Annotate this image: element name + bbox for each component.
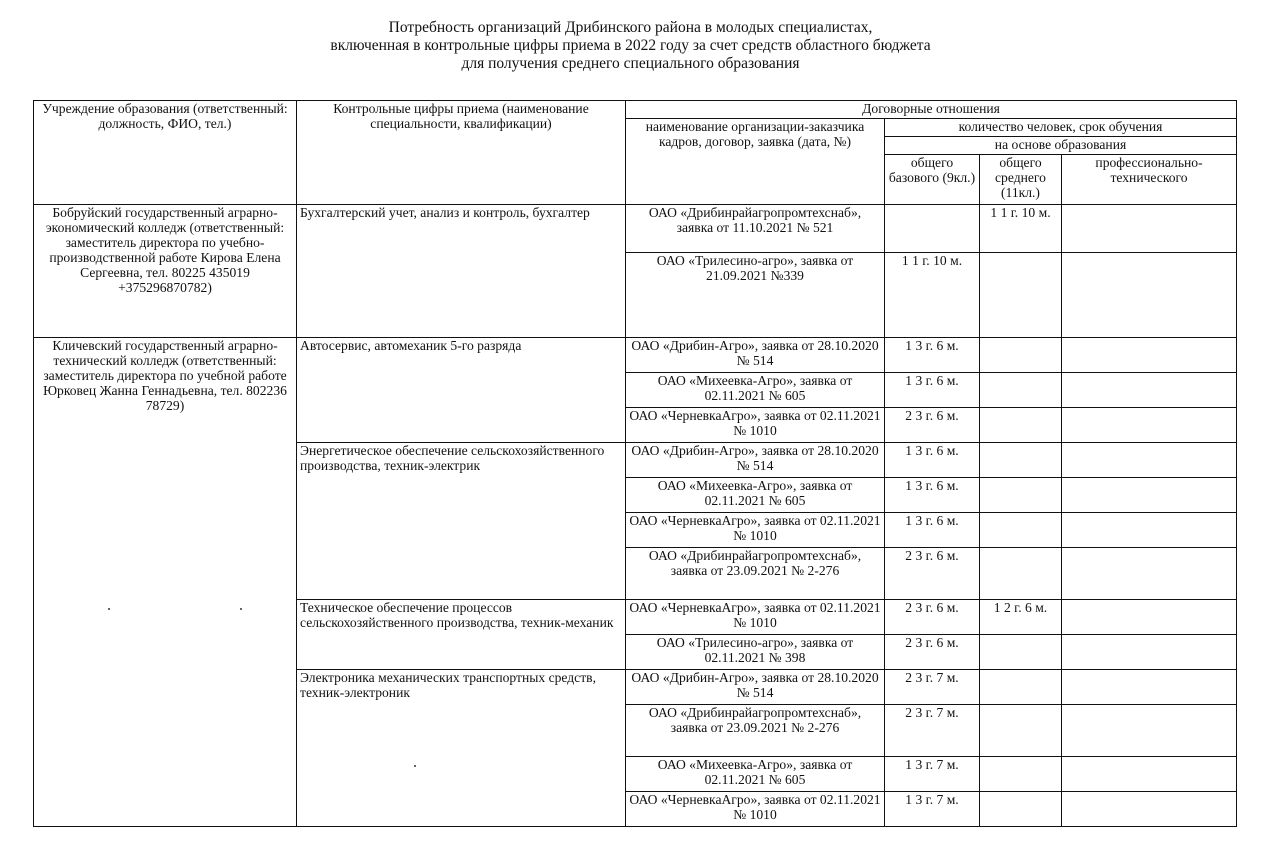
title-line: включенная в контрольные цифры приема в 2022 году за счет средств областного бюджета — [330, 37, 931, 54]
secondary-cell: 1 1 г. 10 м. — [980, 205, 1062, 253]
customer-cell: ОАО «Дрибинрайагропромтехснаб», заявка от 23.09.2021 № 2-276 — [626, 548, 885, 600]
basic-cell: 1 1 г. 10 м. — [885, 253, 980, 338]
header-education-basis: на основе образования — [885, 137, 1237, 155]
customer-cell: ОАО «Трилесино-агро», заявка от 21.09.2021 №339 — [626, 253, 885, 338]
scan-speck — [414, 765, 416, 767]
header-basic-general: общего базового (9кл.) — [885, 155, 980, 205]
customer-cell: ОАО «Дрибин-Агро», заявка от 28.10.2020 № 514 — [626, 443, 885, 478]
secondary-cell — [980, 373, 1062, 408]
customer-cell: ОАО «ЧерневкаАгро», заявка от 02.11.2021 № 1010 — [626, 600, 885, 635]
vocational-cell — [1062, 478, 1237, 513]
vocational-cell — [1062, 338, 1237, 373]
secondary-cell — [980, 338, 1062, 373]
scan-speck — [240, 608, 242, 610]
vocational-cell — [1062, 548, 1237, 600]
vocational-cell — [1062, 205, 1237, 253]
basic-cell: 1 3 г. 7 м. — [885, 792, 980, 827]
secondary-cell: 1 2 г. 6 м. — [980, 600, 1062, 635]
demand-table — [33, 100, 1237, 827]
customer-cell: ОАО «Дрибин-Агро», заявка от 28.10.2020 № 514 — [626, 670, 885, 705]
secondary-cell — [980, 443, 1062, 478]
basic-cell: 2 3 г. 6 м. — [885, 548, 980, 600]
title-line: Потребность организаций Дрибинского района в молодых специалистах, — [388, 19, 873, 36]
specialty-cell: Электроника механических транспортных средств, техник-электроник — [297, 670, 626, 827]
basic-cell: 2 3 г. 6 м. — [885, 600, 980, 635]
secondary-cell — [980, 408, 1062, 443]
header-vocational: профессионально-технического — [1062, 155, 1237, 205]
basic-cell: 2 3 г. 6 м. — [885, 408, 980, 443]
secondary-cell — [980, 792, 1062, 827]
header-secondary-general: общего среднего (11кл.) — [980, 155, 1062, 205]
basic-cell: 2 3 г. 7 м. — [885, 670, 980, 705]
customer-cell: ОАО «Дрибинрайагропромтехснаб», заявка от 23.09.2021 № 2-276 — [626, 705, 885, 757]
document-title — [0, 19, 1261, 73]
institution-cell: Бобруйский государственный аграрно-экономический колледж (ответственный: заместитель директора по учебно-производственной работе Кирова Елена Сергеевна, тел. 80225 435019 +375296870782) — [34, 205, 297, 338]
basic-cell: 1 3 г. 6 м. — [885, 478, 980, 513]
basic-cell: 1 3 г. 7 м. — [885, 757, 980, 792]
customer-cell: ОАО «ЧерневкаАгро», заявка от 02.11.2021 № 1010 — [626, 792, 885, 827]
basic-cell: 1 3 г. 6 м. — [885, 373, 980, 408]
customer-cell: ОАО «Трилесино-агро», заявка от 02.11.2021 № 398 — [626, 635, 885, 670]
customer-cell: ОАО «Дрибинрайагропромтехснаб», заявка от 11.10.2021 № 521 — [626, 205, 885, 253]
secondary-cell — [980, 670, 1062, 705]
secondary-cell — [980, 478, 1062, 513]
basic-cell: 1 3 г. 6 м. — [885, 338, 980, 373]
header-customer: наименование организации-заказчика кадров, договор, заявка (дата, №) — [626, 119, 885, 205]
vocational-cell — [1062, 635, 1237, 670]
scan-speck — [108, 608, 110, 610]
customer-cell: ОАО «Михеевка-Агро», заявка от 02.11.2021 № 605 — [626, 757, 885, 792]
vocational-cell — [1062, 757, 1237, 792]
header-institution: Учреждение образования (ответственный: должность, ФИО, тел.) — [34, 101, 297, 205]
customer-cell: ОАО «ЧерневкаАгро», заявка от 02.11.2021 № 1010 — [626, 513, 885, 548]
basic-cell: 2 3 г. 7 м. — [885, 705, 980, 757]
vocational-cell — [1062, 443, 1237, 478]
header-contract-relations: Договорные отношения — [626, 101, 1237, 119]
customer-cell: ОАО «ЧерневкаАгро», заявка от 02.11.2021 № 1010 — [626, 408, 885, 443]
vocational-cell — [1062, 253, 1237, 338]
specialty-cell: Бухгалтерский учет, анализ и контроль, бухгалтер — [297, 205, 626, 338]
vocational-cell — [1062, 600, 1237, 635]
specialty-cell: Энергетическое обеспечение сельскохозяйственного производства, техник-электрик — [297, 443, 626, 600]
customer-cell: ОАО «Михеевка-Агро», заявка от 02.11.2021 № 605 — [626, 478, 885, 513]
header-people-term: количество человек, срок обучения — [885, 119, 1237, 137]
vocational-cell — [1062, 408, 1237, 443]
vocational-cell — [1062, 792, 1237, 827]
secondary-cell — [980, 548, 1062, 600]
basic-cell: 1 3 г. 6 м. — [885, 513, 980, 548]
institution-cell: Кличевский государственный аграрно-технический колледж (ответственный: заместитель директора по учебной работе Юрковец Жанна Геннадьевна, тел. 802236 78729) — [34, 338, 297, 827]
secondary-cell — [980, 705, 1062, 757]
header-control-figures: Контрольные цифры приема (наименование специальности, квалификации) — [297, 101, 626, 205]
basic-cell: 2 3 г. 6 м. — [885, 635, 980, 670]
vocational-cell — [1062, 670, 1237, 705]
title-line: для получения среднего специального образования — [461, 55, 800, 72]
vocational-cell — [1062, 705, 1237, 757]
secondary-cell — [980, 635, 1062, 670]
basic-cell: 1 3 г. 6 м. — [885, 443, 980, 478]
customer-cell: ОАО «Михеевка-Агро», заявка от 02.11.2021 № 605 — [626, 373, 885, 408]
specialty-cell: Техническое обеспечение процессов сельскохозяйственного производства, техник-механик — [297, 600, 626, 670]
vocational-cell — [1062, 513, 1237, 548]
vocational-cell — [1062, 373, 1237, 408]
secondary-cell — [980, 253, 1062, 338]
secondary-cell — [980, 757, 1062, 792]
customer-cell: ОАО «Дрибин-Агро», заявка от 28.10.2020 № 514 — [626, 338, 885, 373]
specialty-cell: Автосервис, автомеханик 5-го разряда — [297, 338, 626, 443]
basic-cell — [885, 205, 980, 253]
secondary-cell — [980, 513, 1062, 548]
